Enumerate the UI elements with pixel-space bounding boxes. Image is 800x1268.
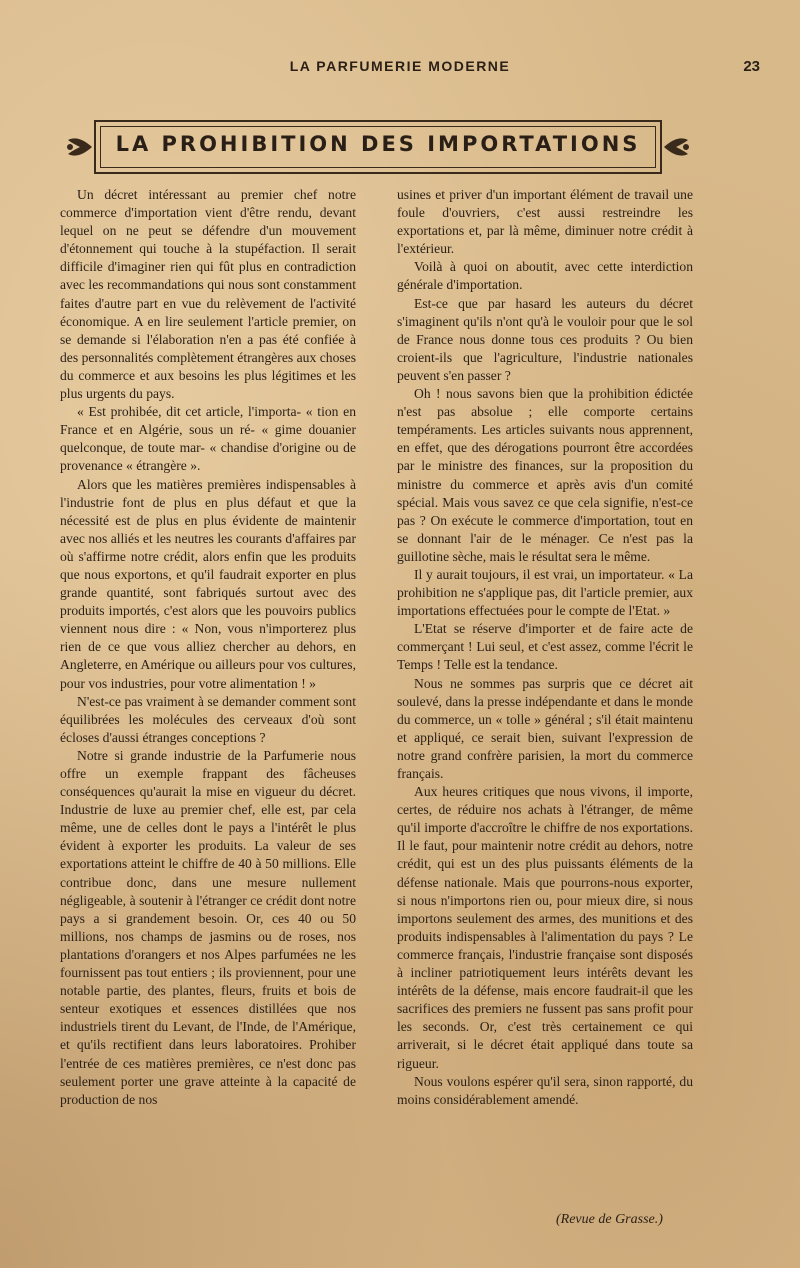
fleuron-right-icon bbox=[660, 130, 694, 164]
paragraph: Nous voulons espérer qu'il sera, sinon rapporté, du moins considérablement amendé. bbox=[397, 1073, 693, 1107]
paragraph: L'Etat se réserve d'importer et de faire acte de commerçant ! Lui seul, et c'est assez, comme l'écrit le Temps ! Telle est la tendance. bbox=[397, 621, 693, 673]
article-title-banner bbox=[62, 120, 694, 174]
page-number: 23 bbox=[743, 58, 760, 75]
paragraph: Notre si grande industrie de la Parfumerie nous offre un exemple frappant des fâcheuses conséquences qu'aurait la mise en vigueur du décret. Industrie de luxe au premier chef, elle est, par cela même, une de celles dont le pays a l'intérêt le plus évident à exporter les produits. La valeur de ses exportations atteint le chiffre de 40 à 50 millions. Elle contribue donc, dans une mesure nullement négligeable, à soutenir à l'étranger ce crédit dont notre pays a si grandement besoin. Or, ces 40 ou 50 millions, nos champs de jasmins ou de roses, nos plantations d'orangers et nos Alpes parfumées ne les fournissent pas tout entiers ; ils proviennent, pour une notable partie, des plantes, fleurs, fruits et bois de senteur exotiques et essences distillées que nos industriels tirent du Levant, de l'Inde, de l'Amérique, et qu'ils rectifient dans leurs laboratoires. Prohiber l'entrée de ces matières premières, ce n'est donc pas seulement porter une grave atteinte à la capacité de production de nos bbox=[60, 747, 356, 1107]
article-title: LA PROHIBITION DES IMPORTATIONS bbox=[115, 132, 641, 156]
paragraph: Aux heures critiques que nous vivons, il importe, certes, de réduire nos achats à l'étranger, de même qu'il importe d'accroître le chiffre de nos exportations. Il le faut, pour maintenir notre crédit au dehors, notre crédit, qui est un des plus puissants éléments de la défense nationale. Mais que pourrons-nous exporter, si nous n'importons rien ou, pour mieux dire, si nous importons seulement des armes, des munitions et des produits indispensables à l'alimentation du pays ? Le commerce français, l'industrie française sont disposés à incliner patriotiquement leurs intérêts devant les intérêts de la défense, mais encore faudrait-il que les sacrifices des premiers ne fussent pas sans profit pour les seconds. Or, c'est très certainement ce qui arriverait, si le décret était appliqué dans toute sa rigueur. bbox=[397, 784, 693, 1071]
page-header bbox=[40, 58, 760, 80]
paragraph: Nous ne sommes pas surpris que ce décret ait soulevé, dans la presse indépendante et dans le monde du commerce, un « tolle » général ; s'il était maintenu et appliqué, ce serait bien, suivant l'expression de notre grand confrère parisien, la mort du commerce français. bbox=[397, 675, 693, 781]
paragraph: Alors que les matières premières indispensables à l'industrie font de plus en plus défaut et que la nécessité est de plus en plus évidente de maintenir avec nos alliés et les neutres les courants d'affaires par où s'affirme notre crédit, alors enfin que les produits que nous exportons, et qu'il faudrait exporter en plus grande quantité, sont fabriqués surtout avec des produits importés, c'est alors que les pouvoirs publics viennent nous dire : « Non, vous n'importerez plus rien de ce que vous alliez chercher au dehors, en Angleterre, en Amérique ou ailleurs pour vos cultures, pour vos industries, pour votre alimentation ! » bbox=[60, 476, 356, 691]
quoted-paragraph: « Est prohibée, dit cet article, l'importa- « tion en France et en Algérie, sous un ré- « gime douanier quelconque, de toute mar- « chandise d'origine ou de provenance « étrangère ». bbox=[60, 404, 356, 474]
left-column bbox=[60, 186, 356, 1109]
paragraph: usines et priver d'un important élément de travail une foule d'ouvriers, c'est aussi restreindre les exportations et, par là même, diminuer notre crédit à l'extérieur. bbox=[397, 187, 693, 257]
source-attribution: (Revue de Grasse.) bbox=[556, 1212, 663, 1227]
paragraph: Il y aurait toujours, il est vrai, un importateur. « La prohibition ne s'applique pas, dit l'article premier, aux importations effectuées pour le compte de l'Etat. » bbox=[397, 566, 693, 619]
paragraph: Oh ! nous savons bien que la prohibition édictée n'est pas absolue ; elle comporte certains tempéraments. Les articles suivants nous apprennent, en effet, que des dérogations pourront être accordées par le ministre des finances, sur la proposition du ministre du commerce et après avis d'un comité spécial. Mais vous savez ce que cela signifie, n'est-ce pas ? On exécute le commerce d'importation, tout en se donnant l'air de le ménager. Ce n'est pas la guillotine sèche, mais le résultat sera le même. bbox=[397, 386, 693, 564]
running-title: LA PARFUMERIE MODERNE bbox=[289, 58, 511, 74]
paragraph: Est-ce que par hasard les auteurs du décret s'imaginent qu'ils n'ont qu'à le vouloir pour que le sol de France nous donne tous ces produits ? Ou bien croient-ils que l'agriculture, l'industrie nationales peuvent s'en passer ? bbox=[397, 295, 693, 383]
paragraph: N'est-ce pas vraiment à se demander comment sont équilibrées les molécules des cerveaux d'où sont écloses d'aussi étranges conceptions ? bbox=[60, 693, 356, 745]
right-column bbox=[397, 186, 693, 1109]
paragraph: Un décret intéressant au premier chef notre commerce d'importation vient d'être rendu, devant lequel on ne peut se défendre d'un mouvement d'étonnement qui touche à la stupéfaction. Il serait difficile d'imaginer rien qui fût plus en contradiction avec les recommandations qui nous sont constamment faites d'autre part en vue du relèvement de l'activité économique. A en lire seulement l'article premier, on se demande si l'élaboration n'en a pas été confiée à des personnalités complètement étrangères aux choses du commerce et aux besoins les plus légitimes et les plus urgents du pays. bbox=[60, 187, 356, 402]
paragraph: Voilà à quoi on aboutit, avec cette interdiction générale d'importation. bbox=[397, 259, 693, 293]
